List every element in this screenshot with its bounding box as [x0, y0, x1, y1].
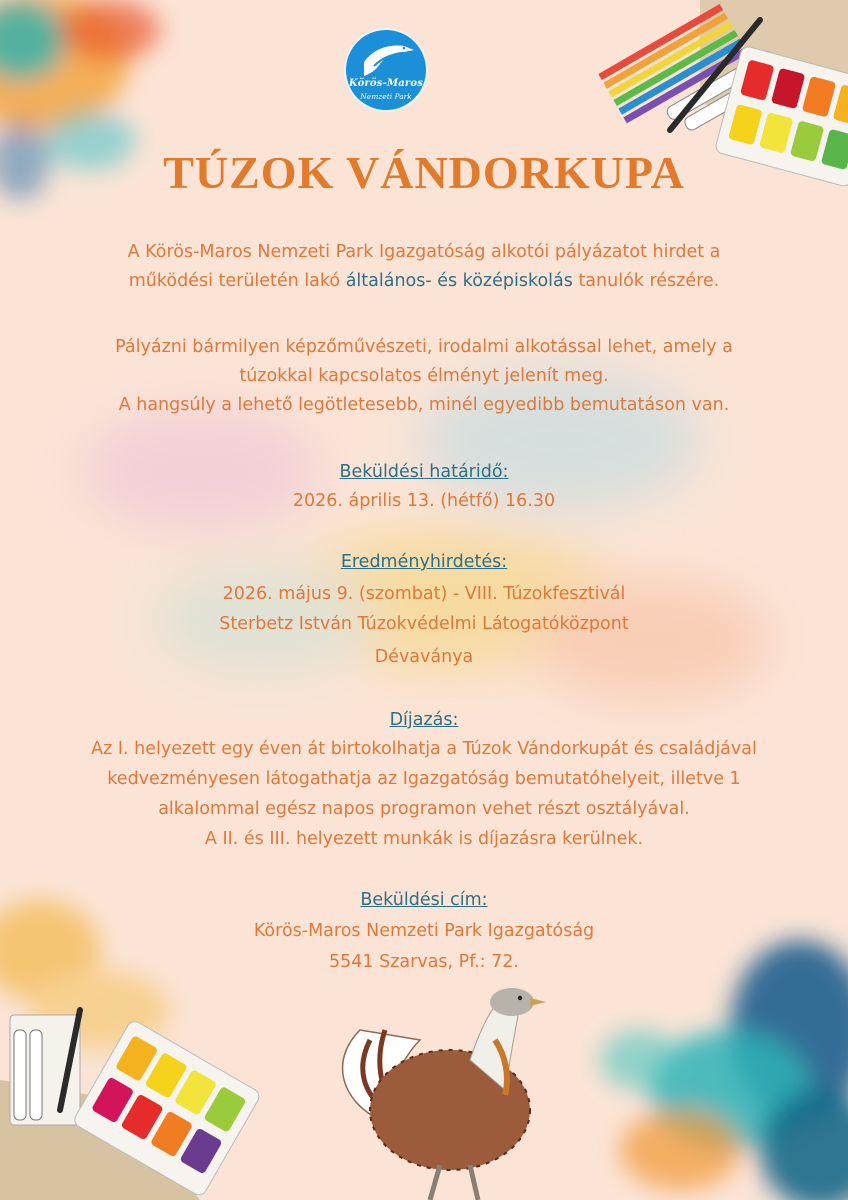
address-line2: 5541 Szarvas, Pf.: 72.	[329, 952, 519, 972]
results-heading: Eredményhirdetés:	[340, 552, 508, 572]
prizes-line4: A II. és III. helyezett munkák is díjazásra kerülnek.	[204, 829, 644, 849]
address-line1: Körös-Maros Nemzeti Park Igazgatóság	[253, 921, 595, 941]
intro-line2	[40, 267, 808, 296]
intro-paragraph	[40, 238, 808, 296]
prizes-line2: kedvezményesen látogathatja az Igazgatóság bemutatóhelyeit, illetve 1	[107, 769, 741, 789]
intro-highlight: általános- és középiskolás	[345, 271, 573, 291]
address-heading: Beküldési cím:	[360, 890, 488, 910]
description-paragraph	[40, 333, 808, 420]
description-line3: A hangsúly a lehető legötletesebb, minél egyedibb bemutatáson van.	[118, 395, 730, 415]
park-logo	[344, 28, 428, 112]
intro-line1: A Körös-Maros Nemzeti Park Igazgatóság alkotói pályázatot hirdet a	[127, 242, 721, 262]
description-line2: túzokkal kapcsolatos élményt jelenít meg.	[239, 366, 609, 386]
prizes-heading: Díjazás:	[389, 710, 459, 730]
prizes-line3: alkalommal egész napos programon vehet részt osztályával.	[158, 799, 690, 819]
deadline-value: 2026. április 13. (hétfő) 16.30	[292, 491, 556, 511]
description-line1: Pályázni bármilyen képzőművészeti, irodalmi alkotással lehet, amely a	[115, 337, 733, 357]
bird-logo-icon	[360, 40, 416, 78]
results-line3: Dévaványa	[374, 647, 474, 667]
results-line1: 2026. május 9. (szombat) - VIII. Túzokfesztivál	[222, 584, 626, 604]
intro-line2-pre: működési területén lakó	[128, 271, 346, 291]
deadline-heading: Beküldési határidő:	[339, 462, 509, 482]
page-title: TÚZOK VÁNDORKUPA	[163, 147, 685, 198]
logo-name-line2: Nemzeti Park	[360, 92, 412, 101]
intro-line2-post: tanulók részére.	[572, 271, 720, 291]
prizes-line1: Az I. helyezett egy éven át birtokolhatja a Túzok Vándorkupát és családjával	[91, 739, 757, 759]
results-line2: Sterbetz István Túzokvédelmi Látogatóközpont	[219, 614, 629, 634]
logo-name-line1: Körös-Maros	[348, 78, 424, 89]
